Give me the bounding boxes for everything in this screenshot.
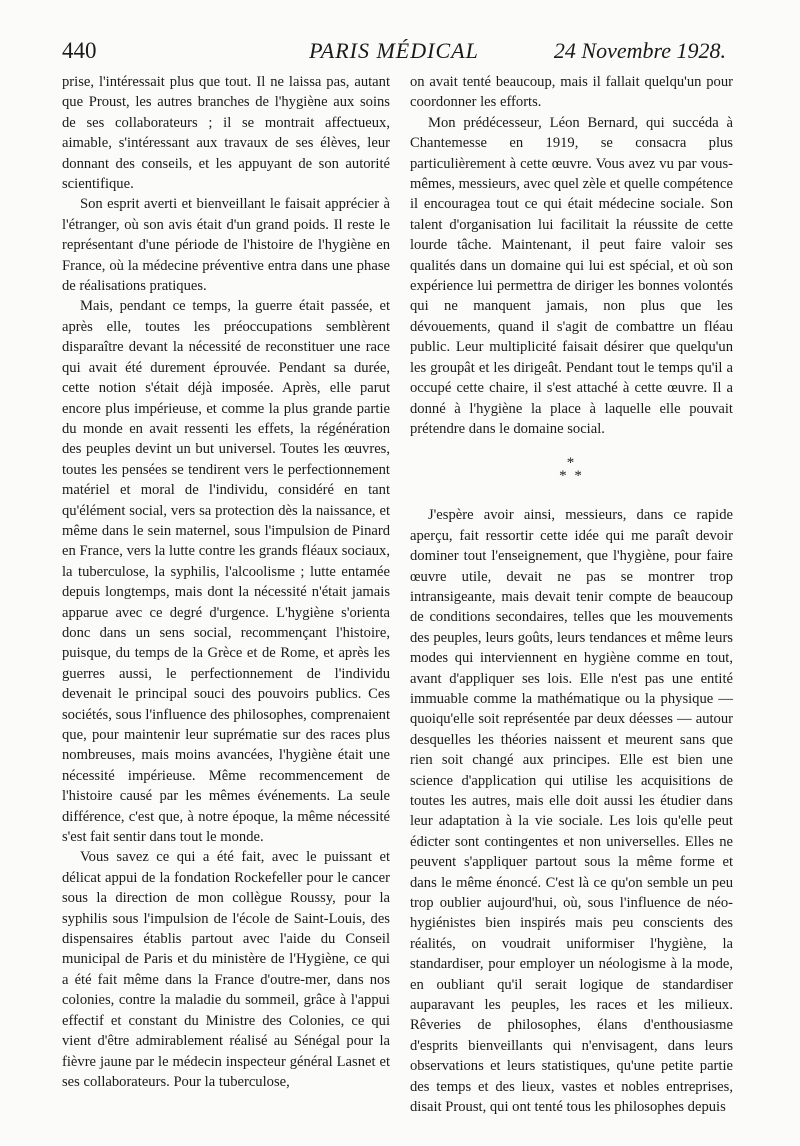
right-column: [410, 72, 733, 1118]
section-separator: [410, 457, 733, 483]
paragraph: J'espère avoir ainsi, messieurs, dans ce rapide aperçu, fait ressortir cette idée qui me paraît devoir dominer tout l'enseignement, que l'hygiène, pour faire œuvre utile, devait ne pas se montrer trop intransigeante, mais devait tenir compte de beaucoup de conditions secondaires, telles que les mouvements des peuples, leurs goûts, leurs tendances et même leurs modes qui interviennent en hygiène comme en tout, avant d'appliquer ses lois. Elle n'est pas une entité immuable comme la mathématique ou la physique — quoiqu'elle soit représentée par deux déesses — autour desquelles les théories naissent et meurent sans que rien soit changé aux principes. Elle est bien une science d'application qui utilise les acquisitions de toutes les autres, mais elle doit aussi les étudier dans leur adaptation à la vie sociale. Les lois qu'elle peut édicter sont contingentes et non universelles. Elles ne peuvent s'appliquer partout sous la même forme et dans le même énoncé. C'est là ce qu'on semble un peu trop oublier aujourd'hui, où, sous l'influence de néo-hygiénistes bien inspirés mais peu conscients des réalités, on voudrait uniformiser l'hygiène, la standardiser, pour employer un néologisme à la mode, en oubliant qu'il serait logique de standardiser auparavant les peuples, les races et les milieux. Rêveries de philosophes, élans d'enthousiasme d'esprits bienveillants qui n'envisagent, dans leurs observations et leurs statistiques, qu'une petite partie des temps et des lieux, vastes et nobles entreprises, disait Proust, qui ont tenté tous les philosophes depuis: [410, 507, 733, 1116]
page-header: [62, 38, 726, 68]
issue-date: 24 Novembre 1928.: [553, 38, 726, 63]
asterism-top: *: [566, 455, 577, 472]
asterism-bottom: * *: [559, 468, 584, 485]
paragraph: prise, l'intéressait plus que tout. Il ne laissa pas, autant que Proust, les autres branches de l'hygiène aux soins de ses collaborateurs ; il se montrait affectueux, aimable, s'intéressant aux travaux de ses élèves, leur donnant des conseils, et les appuyant de son autorité scientifique.: [62, 74, 390, 193]
paragraph: Mais, pendant ce temps, la guerre était passée, et après elle, toutes les préoccupations semblèrent disparaître devant la nécessité de reconstituer une race qui avait été durement éprouvée. Pendant sa durée, cette notion s'était déjà imposée. Après, elle parut encore plus impérieuse, et comme la plus grande partie du monde en avait ressenti les effets, la régénération des peuples devint un but universel. Toutes les œuvres, toutes les pensées se tendirent vers le perfectionnement matériel et moral de l'individu, considéré en tant qu'élément social, vers sa protection dès la naissance, et même dans le sein maternel, sous l'impulsion de Pinard en France, vers la lutte contre les grands fléaux sociaux, la tuberculose, la syphilis, l'alcoolisme ; lutte entamée depuis longtemps, mais dont la nécessité n'était jamais apparue avec ce degré d'urgence. L'hygiène s'orienta donc dans un sens social, recommençant l'histoire, puisque, du temps de la Grèce et de Rome, et après les guerres aussi, le perfectionnement de l'individu devenait le principal souci des pouvoirs publics. Ces sociétés, sous l'influence des philosophes, comprenaient que, pour maintenir leur suprématie sur des races plus nombreuses, mais moins avancées, l'hygiène était une nécessité impérieuse. Même recommencement de l'histoire causé par les mêmes événements. La seule différence, c'est que, à notre époque, la même nécessité s'est fait sentir dans tout le monde.: [62, 298, 390, 846]
paragraph: Vous savez ce qui a été fait, avec le puissant et délicat appui de la fondation Rockefeller pour le cancer sous la direction de mon collègue Roussy, pour la syphilis sous l'impulsion de l'école de Saint-Louis, des dispensaires établis partout avec l'aide du Conseil municipal de Paris et du ministère de l'Hygiène, ce qui a été fait même dans la France d'outre-mer, dans nos colonies, contre la maladie du sommeil, grâce à l'appui effectif et constant du Ministre des Colonies, ce qui vient d'être admirablement réalisé au Sénégal pour la fièvre jaune par le médecin inspecteur général Lasnet et ses collaborateurs. Pour la tuberculose,: [62, 849, 390, 1090]
paragraph: on avait tenté beaucoup, mais il fallait quelqu'un pour coordonner les efforts.: [410, 74, 733, 111]
page-number: 440: [62, 38, 97, 63]
paragraph: Son esprit averti et bienveillant le faisait apprécier à l'étranger, où son avis était d'un grand poids. Il reste le représentant d'une période de l'histoire de l'hygiène en France, où la médecine préventive entra dans une phase de réalisations pratiques.: [62, 196, 390, 295]
left-column: [62, 72, 390, 1092]
paragraph: Mon prédécesseur, Léon Bernard, qui succéda à Chantemesse en 1919, se consacra plus particulièrement à cette œuvre. Vous avez vu par vous-mêmes, messieurs, avec quel zèle et quelle compétence il encouragea tout ce qui était médecine sociale. Son talent d'organisation lui facilitait la réussite de cette lourde tâche. Maintenant, il peut faire valoir ses qualités dans un domaine qui lui est spécial, et où son expérience lui permettra de diriger les bonnes volontés qui ne manquent jamais, non plus que les dévouements, quand il s'agit de combattre un fléau public. Leur multiplicité faisait désirer que quelqu'un les groupât et les dirigeât. Pendant tout le temps qu'il a occupé cette chaire, il s'est attaché à cette œuvre. Il a donné à l'hygiène la place à laquelle elle pouvait prétendre dans le domaine social.: [410, 114, 733, 437]
journal-title: PARIS MÉDICAL: [309, 38, 479, 63]
